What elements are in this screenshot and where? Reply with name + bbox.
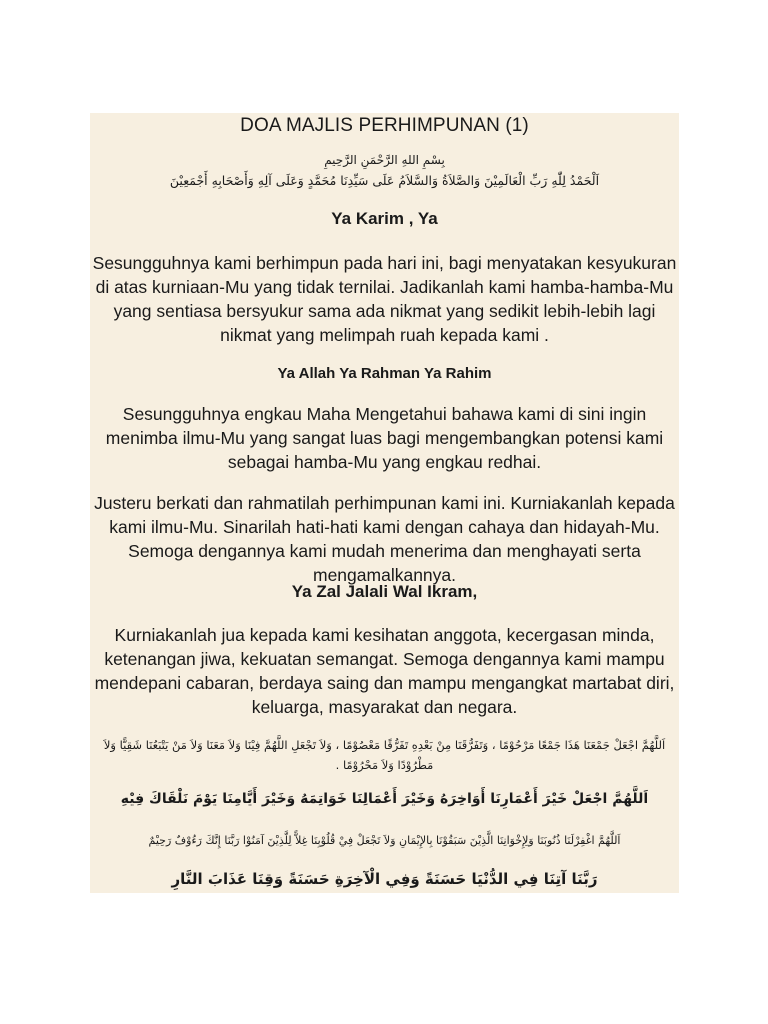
paragraph-4: Kurniakanlah jua kepada kami kesihatan anggota, kecergasan minda, ketenangan jiwa, kekuatan semangat. Semoga dengannya kami mampu mendepani cabaran, berdaya saing dan mampu mengangkat martabat diri, keluarga, masyarakat dan negara.: [94, 625, 675, 717]
paragraph-1: Sesungguhnya kami berhimpun pada hari ini, bagi menyatakan kesyukuran di atas kurniaan-Mu yang tidak ternilai. Jadikanlah kami hamba-hamba-Mu yang sentiasa bersyukur sama ada nikmat yang sedikit lebih-lebih lagi nikmat yang melimpah ruah kepada kami .: [92, 253, 677, 345]
paragraph-3: Justeru berkati dan rahmatilah perhimpunan kami ini. Kurniakanlah kepada kami ilmu-Mu. Sinarilah hati-hati kami dengan cahaya dan hidayah-Mu. Semoga dengannya kami mudah menerima dan menghayati serta mengamalkannya.: [94, 493, 675, 585]
arabic-doa-2: اَللَّهُمَّ اجْعَلْ خَيْرَ أَعْمَارِنَا أَوَاخِرَهُ وَخَيْرَ أَعْمَالِنَا خَوَاتِمَهُ وَخَيْرَ أَيَّامِنَا يَوْمَ نَلْقَاكَ فِيْهِ: [120, 791, 649, 807]
paragraph-2: Sesungguhnya engkau Maha Mengetahui bahawa kami di sini ingin menimba ilmu-Mu yang sangat luas bagi mengembangkan potensi kami sebagai hamba-Mu yang engkau redhai.: [105, 404, 664, 472]
arabic-doa-4: رَبَّنَا آتِنَا فِي الدُّنْيَا حَسَنَةً وَفِي الْآخِرَةِ حَسَنَةً وَقِنَا عَذَابَ النَّارِ: [171, 870, 598, 888]
arabic-basmala: بِسْمِ اللهِ الرَّحْمَنِ الرَّحِيمِ: [324, 153, 445, 167]
document-title: DOA MAJLIS PERHIMPUNAN (1): [240, 115, 529, 136]
arabic-doa-1: اَللَّهُمَّ اجْعَلْ جَمْعَنَا هَذَا جَمْعًا مَرْحُوْمًا ، وَتَفَرُّقَنَا مِنْ بَعْدِهِ تَفَرُّقًا مَعْصُوْمًا ، وَلاَ تَجْعَلِ اللَّهُمَّ فِيْنَا وَلاَ مَعَنَا وَلاَ مَنْ يَتْبَعُنَا شَقِيًّا وَلاَ مَطْرُوْدًا وَلاَ مَحْرُوْمًا .: [103, 738, 666, 772]
heading-ya-allah: Ya Allah Ya Rahman Ya Rahim: [277, 365, 492, 382]
heading-ya-karim: Ya Karim , Ya: [331, 209, 438, 228]
arabic-hamdalah: اَلْحَمْدُ لِلّٰهِ رَبِّ الْعَالَمِيْنَ وَالصَّلاَةُ وَالسَّلاَمُ عَلَى سَيِّدِنَا مُحَمَّدٍ وَعَلَى آلِهِ وَأَصْحَابِهِ أَجْمَعِيْنَ: [169, 173, 600, 188]
heading-ya-zal-jalali: Ya Zal Jalali Wal Ikram,: [291, 582, 478, 601]
document-page: [90, 113, 679, 893]
arabic-doa-3: اَللَّهُمَّ اغْفِرْلَنَا ذُنُوبَنَا وَلِإِخْوَانِنَا الَّذِيْنَ سَبَقُوْنَا بِالإِيْمَانِ وَلاَ تَجْعَلْ فِيْ قُلُوْبِنَا غِلاًّ لِلَّذِيْنَ آمَنُوْا رَبَّنَا إِنَّكَ رَءُوْفٌ رَحِيْمٌ: [148, 834, 621, 847]
